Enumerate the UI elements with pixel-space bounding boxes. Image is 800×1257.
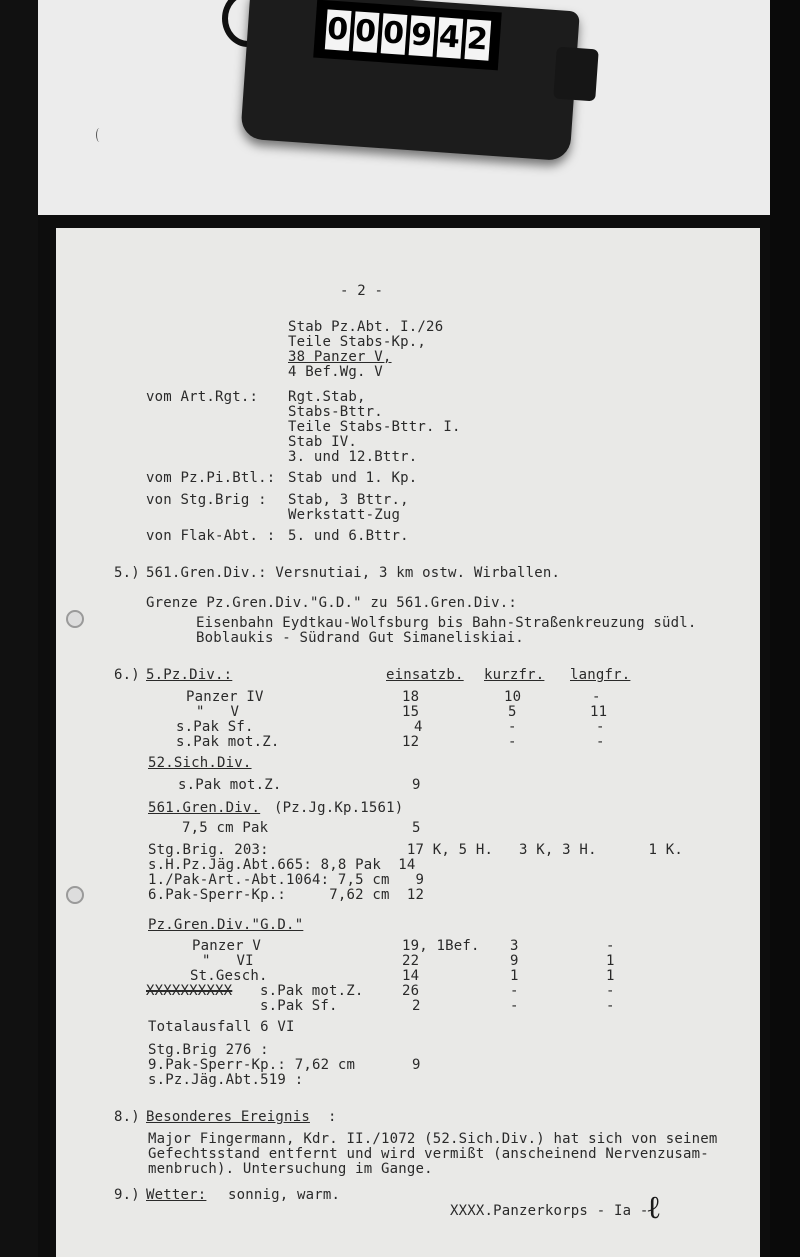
row-value: 12 <box>402 734 420 750</box>
counter-digit: 0 <box>324 9 351 51</box>
row-value: 3 <box>510 938 519 954</box>
stab-line: 38 Panzer V, <box>288 349 392 365</box>
row-value: 9 <box>412 777 421 793</box>
counter-digit: 9 <box>408 15 435 57</box>
row-value: 9 <box>510 953 519 969</box>
counter-knob <box>553 47 599 102</box>
section-number: 9.) <box>114 1187 140 1203</box>
row-name: 7,5 cm Pak <box>182 820 269 836</box>
row-value: 14 <box>402 968 420 984</box>
row-value: - <box>510 983 519 999</box>
document-page <box>56 228 760 1257</box>
pak-art-line: 1./Pak-Art.-Abt.1064: 7,5 cm 9 <box>148 872 425 888</box>
footer-signature-line: XXXX.Panzerkorps - Ia - <box>450 1203 649 1219</box>
division-heading: 5.Pz.Div.: <box>146 667 233 683</box>
unit-line: Rgt.Stab, <box>288 389 366 405</box>
unit-line: Werkstatt-Zug <box>288 507 401 523</box>
counter-digit: 4 <box>436 17 463 59</box>
row-name: Panzer IV <box>186 689 264 705</box>
row-value: - <box>508 734 517 750</box>
counter-digit: 0 <box>352 11 379 53</box>
section-number: 6.) <box>114 667 140 683</box>
division-heading: 52.Sich.Div. <box>148 755 252 771</box>
unit-line: Stab und 1. Kp. <box>288 470 418 486</box>
row-value: 18 <box>402 689 420 705</box>
row-value: - <box>508 719 517 735</box>
unit-label: von Flak-Abt. : <box>146 528 276 544</box>
row-value: - <box>510 998 519 1014</box>
section8-line: menbruch). Untersuchung im Gange. <box>148 1161 433 1177</box>
stab-line: 4 Bef.Wg. V <box>288 364 383 380</box>
row-value: 4 <box>414 719 423 735</box>
unit-line: Stabs-Bttr. <box>288 404 383 420</box>
row-value: 1 <box>606 968 615 984</box>
row-name: s.Pak Sf. <box>260 998 338 1014</box>
row-name: s.Pak Sf. <box>176 719 254 735</box>
row-value: - <box>592 689 601 705</box>
section-number: 8.) <box>114 1109 140 1125</box>
row-value: 19, 1Bef. <box>402 938 480 954</box>
stab-line: Teile Stabs-Kp., <box>288 334 427 350</box>
section9-title: Wetter: <box>146 1187 207 1203</box>
row-value: 26 <box>402 983 420 999</box>
section5-text: 561.Gren.Div.: Versnutiai, 3 km ostw. Wirballen. <box>146 565 561 581</box>
unit-label: vom Art.Rgt.: <box>146 389 259 405</box>
row-value: - <box>596 734 605 750</box>
row-value: - <box>606 998 615 1014</box>
unit-label: von Stg.Brig : <box>146 492 267 508</box>
division-suffix: (Pz.Jg.Kp.1561) <box>274 800 404 816</box>
jag-line: s.H.Pz.Jäg.Abt.665: 8,8 Pak 14 <box>148 857 416 873</box>
row-name: " V <box>196 704 240 720</box>
punch-hole <box>66 610 84 628</box>
row-value: 2 <box>412 998 421 1014</box>
counter-digit: 0 <box>380 13 407 55</box>
row-name: s.Pak mot.Z. <box>260 983 364 999</box>
section5-line: Boblaukis - Südrand Gut Simaneliskiai. <box>196 630 524 646</box>
row-name: " VI <box>202 953 254 969</box>
row-value: 5 <box>508 704 517 720</box>
stg276-line: Stg.Brig 276 : <box>148 1042 269 1058</box>
handwritten-mark: ℓ <box>646 1188 662 1226</box>
row-value: - <box>606 938 615 954</box>
section8-line: Major Fingermann, Kdr. II./1072 (52.Sich.Div.) hat sich von seinem <box>148 1131 718 1147</box>
section-number: 5.) <box>114 565 140 581</box>
row-value: - <box>606 983 615 999</box>
film-edge-left <box>0 0 38 1257</box>
corner-mark <box>96 128 103 142</box>
row-name: St.Gesch. <box>190 968 268 984</box>
row-value: - <box>596 719 605 735</box>
section5-grenze: Grenze Pz.Gren.Div."G.D." zu 561.Gren.Div.: <box>146 595 518 611</box>
struck-text: XXXXXXXXXX <box>146 983 233 999</box>
unit-line: Stab IV. <box>288 434 358 450</box>
row-value: 15 <box>402 704 420 720</box>
section5-line: Eisenbahn Eydtkau-Wolfsburg bis Bahn-Straßenkreuzung südl. <box>196 615 697 631</box>
row-value: 5 <box>412 820 421 836</box>
column-header: einsatzb. <box>386 667 464 683</box>
section9-text: sonnig, warm. <box>228 1187 341 1203</box>
row-value: 1 <box>606 953 615 969</box>
jag519-line: s.Pz.Jäg.Abt.519 : <box>148 1072 304 1088</box>
stab-line: Stab Pz.Abt. I./26 <box>288 319 444 335</box>
division-heading: 561.Gren.Div. <box>148 800 261 816</box>
film-edge-right <box>770 0 800 1257</box>
counter-digit: 2 <box>464 19 491 61</box>
row-value: 10 <box>504 689 522 705</box>
row-value: 11 <box>590 704 608 720</box>
unit-line: 3. und 12.Bttr. <box>288 449 418 465</box>
row-name: Panzer V <box>192 938 262 954</box>
column-header: kurzfr. <box>484 667 545 683</box>
row-name: s.Pak mot.Z. <box>176 734 280 750</box>
totalausfall: Totalausfall 6 VI <box>148 1019 295 1035</box>
unit-line: Stab, 3 Bttr., <box>288 492 409 508</box>
unit-label: vom Pz.Pi.Btl.: <box>146 470 276 486</box>
row-value: 22 <box>402 953 420 969</box>
column-header: langfr. <box>570 667 631 683</box>
stg-line: Stg.Brig. 203: 17 K, 5 H. 3 K, 3 H. 1 K. <box>148 842 683 858</box>
unit-line: Teile Stabs-Bttr. I. <box>288 419 461 435</box>
pak9-line: 9.Pak-Sperr-Kp.: 7,62 cm <box>148 1057 356 1073</box>
section8-line: Gefechtsstand entfernt und wird vermißt (anscheinend Nervenzusam- <box>148 1146 709 1162</box>
pak9-value: 9 <box>412 1057 421 1073</box>
unit-line: 5. und 6.Bttr. <box>288 528 409 544</box>
page-number: - 2 - <box>340 283 384 299</box>
section8-colon: : <box>328 1109 337 1125</box>
punch-hole <box>66 886 84 904</box>
row-name: s.Pak mot.Z. <box>178 777 282 793</box>
row-value: 1 <box>510 968 519 984</box>
division-heading: Pz.Gren.Div."G.D." <box>148 917 304 933</box>
pak-sperr-line: 6.Pak-Sperr-Kp.: 7,62 cm 12 <box>148 887 425 903</box>
section8-title: Besonderes Ereignis <box>146 1109 310 1125</box>
